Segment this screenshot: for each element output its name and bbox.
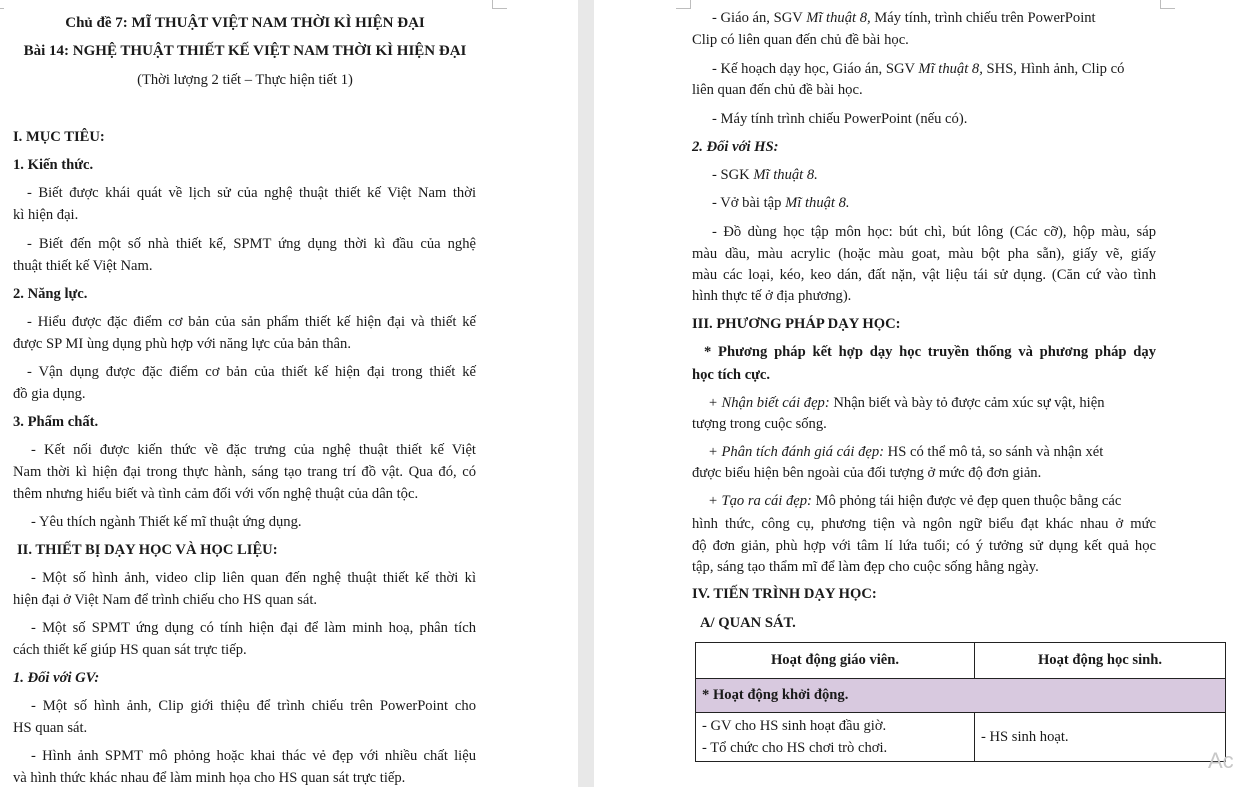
teacher-item: - Máy tính trình chiếu PowerPoint (nếu có). [712, 111, 968, 127]
heading-observe: A/ QUAN SÁT. [700, 615, 796, 631]
teacher-activity-cell [696, 713, 975, 762]
knowledge-item: - Biết được khái quát về lịch sử của nghệ thuật thiết kế Việt Nam thời [27, 185, 476, 201]
quality-item: - Yêu thích ngành Thiết kế mĩ thuật ứng dụng. [31, 514, 302, 530]
corner-mark [1160, 0, 1175, 9]
table-header-row [696, 643, 1226, 679]
heading-knowledge: 1. Kiến thức. [13, 157, 94, 173]
teacher-activity: - Tổ chức cho HS chơi trò chơi. [702, 740, 888, 756]
section-warmup: * Hoạt động khởi động. [696, 679, 1226, 713]
heading-objectives: I. MỤC TIÊU: [13, 129, 105, 145]
ability-item: - Vận dụng được đặc điểm cơ bản của thiết kế hiện đại trong thiết kế [27, 364, 476, 380]
heading-equipment: II. THIẾT BỊ DẠY HỌC VÀ HỌC LIỆU: [17, 542, 278, 558]
corner-mark [676, 0, 691, 9]
student-item-cont: màu các loại, kéo, keo dán, đất nặn, vật liệu tái sử dụng. (Căn cứ vào tình [692, 267, 1156, 283]
method-item-cont: tượng trong cuộc sống. [692, 416, 827, 432]
chapter-title: Chủ đề 7: MĨ THUẬT VIỆT NAM THỜI KÌ HIỆN ĐẠI [65, 15, 425, 31]
methods-intro: * Phương pháp kết hợp dạy học truyền thống và phương pháp dạy [704, 344, 1156, 360]
knowledge-item-cont: thuật thiết kế Việt Nam. [13, 258, 153, 274]
method-item-cont: hình thức, công cụ, phương tiện và ngôn ngữ biểu đạt khác nhau ở mức [692, 516, 1156, 532]
student-item: - Đồ dùng học tập môn học: bút chì, bút lông (Các cỡ), hộp màu, sáp [712, 224, 1156, 240]
student-item-cont: màu dầu, màu acrylic (hoặc màu goat, màu bột pha sẵn), giấy vẽ, giấy [692, 246, 1156, 262]
col-student-header: Hoạt động học sinh. [975, 643, 1226, 679]
heading-quality: 3. Phẩm chất. [13, 414, 99, 430]
quality-item-cont: Nam thời kì hiện đại trong thực hành, sáng tạo trang trí đồ vật. Qua đó, có [13, 464, 476, 480]
lesson-duration: (Thời lượng 2 tiết – Thực hiện tiết 1) [137, 72, 353, 88]
equipment-item: - Một số SPMT ứng dụng có tính hiện đại để làm minh hoạ, phân tích [31, 620, 476, 636]
teacher-item: - Kế hoạch dạy học, Giáo án, SGV Mĩ thuật 8, SHS, Hình ảnh, Clip có [712, 61, 1125, 77]
student-activity-cell: - HS sinh hoạt. [975, 713, 1226, 762]
method-item-cont: tập, sáng tạo thẩm mĩ để làm đẹp cho cuộc sống hằng ngày. [692, 559, 1039, 575]
col-teacher-header: Hoạt động giáo viên. [696, 643, 975, 679]
teacher-item-cont: liên quan đến chủ đề bài học. [692, 82, 863, 98]
method-item: + Phân tích đánh giá cái đẹp: HS có thể mô tả, so sánh và nhận xét [708, 444, 1104, 460]
table-row [696, 713, 1226, 762]
heading-methods: III. PHƯƠNG PHÁP DẠY HỌC: [692, 316, 901, 332]
equipment-item-cont: hiện đại ở Việt Nam để trình chiếu cho HS quan sát. [13, 592, 318, 608]
student-item: - SGK Mĩ thuật 8. [712, 167, 818, 183]
corner-mark [492, 0, 507, 9]
teacher-item: - Một số hình ảnh, Clip giới thiệu để trình chiếu trên PowerPoint cho [31, 698, 476, 714]
method-item: + Tạo ra cái đẹp: Mô phỏng tái hiện được vẻ đẹp quen thuộc bằng các [708, 493, 1122, 509]
heading-process: IV. TIẾN TRÌNH DẠY HỌC: [692, 586, 877, 602]
teacher-item: - Hình ảnh SPMT mô phỏng hoặc khai thác vẻ đẹp với nhiều chất liệu [31, 748, 476, 764]
equipment-item-cont: cách thiết kế giúp HS quan sát trực tiếp. [13, 642, 247, 658]
knowledge-item-cont: kì hiện đại. [13, 207, 79, 223]
table-section-row [696, 679, 1226, 713]
knowledge-item: - Biết đến một số nhà thiết kế, SPMT ứng dụng thời kì đầu của nghệ [27, 236, 476, 252]
page-gap [578, 0, 594, 787]
teacher-item-cont: và hình thức khác nhau để làm minh họa cho HS quan sát trực tiếp. [13, 770, 406, 786]
lesson-title: Bài 14: NGHỆ THUẬT THIẾT KẾ VIỆT NAM THỜI KÌ HIỆN ĐẠI [23, 43, 467, 59]
methods-intro-cont: học tích cực. [692, 367, 771, 383]
teacher-item: - Giáo án, SGV Mĩ thuật 8, Máy tính, trình chiếu trên PowerPoint [712, 10, 1096, 26]
activation-watermark: Ac [1208, 748, 1234, 773]
quality-item: - Kết nối được kiến thức về đặc trưng của nghệ thuật thiết kế Việt [31, 442, 476, 458]
method-item: + Nhận biết cái đẹp: Nhận biết và bày tỏ được cảm xúc sự vật, hiện [708, 395, 1105, 411]
ability-item: - Hiểu được đặc điểm cơ bản của sản phẩm thiết kế hiện đại và thiết kế [27, 314, 476, 330]
heading-students: 2. Đối với HS: [692, 139, 779, 155]
teacher-item-cont: Clip có liên quan đến chủ đề bài học. [692, 32, 909, 48]
heading-teacher: 1. Đối với GV: [13, 670, 100, 686]
equipment-item: - Một số hình ảnh, video clip liên quan đến nghệ thuật thiết kế thời kì [31, 570, 476, 586]
ability-item-cont: đồ gia dụng. [13, 386, 86, 402]
teacher-item-cont: HS quan sát. [13, 720, 88, 736]
heading-ability: 2. Năng lực. [13, 286, 88, 302]
teacher-activity: - GV cho HS sinh hoạt đầu giờ. [702, 718, 887, 734]
activity-table [695, 642, 1226, 762]
method-item-cont: được biểu hiện bên ngoài của đối tượng ở mức độ đơn giản. [692, 465, 1042, 481]
student-item: - Vở bài tập Mĩ thuật 8. [712, 195, 850, 211]
quality-item-cont: thêm nhưng hiểu biết và tình cảm đối với vốn nghệ thuật của dân tộc. [13, 486, 419, 502]
corner-mark [0, 0, 4, 9]
method-item-cont: độ đơn giản, phù hợp với tâm lí lứa tuổi; có ý tưởng sử dụng kết quả học [692, 538, 1156, 554]
ability-item-cont: được SP MI ùng dụng phù hợp với năng lực của bản thân. [13, 336, 351, 352]
student-item-cont: hình thực tế ở địa phương). [692, 288, 852, 304]
